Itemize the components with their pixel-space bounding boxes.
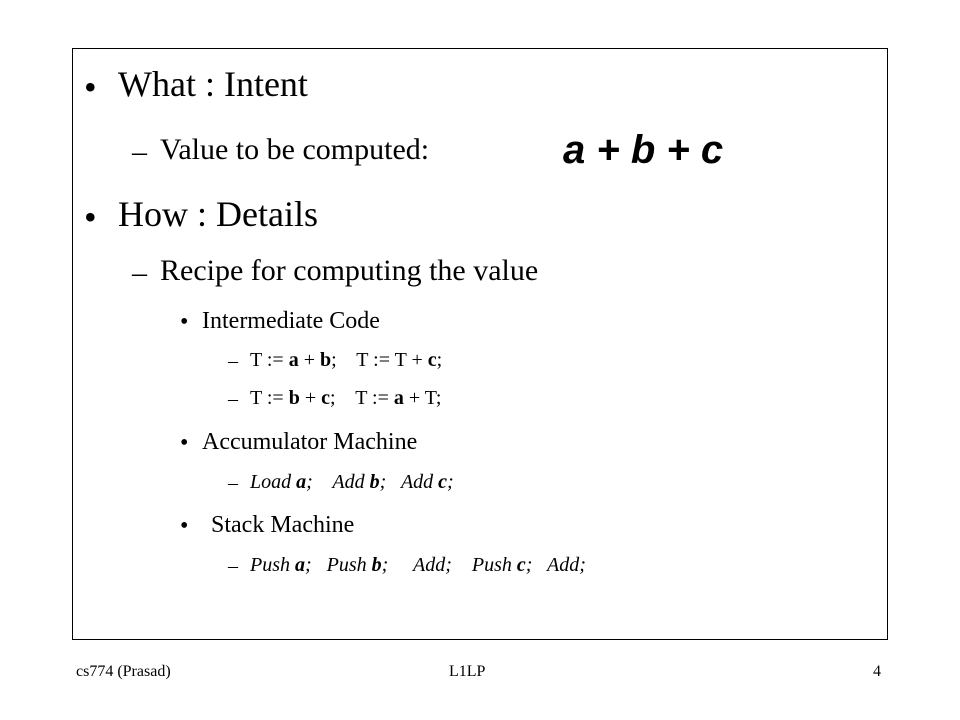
dash-marker: – bbox=[132, 256, 147, 289]
stack-code-line: Push a; Push b; Add; Push c; Add; bbox=[250, 554, 586, 576]
dash-marker: – bbox=[132, 135, 147, 168]
dash-marker: – bbox=[228, 350, 238, 372]
value-label: Value to be computed: bbox=[160, 133, 430, 166]
bullet-marker: • bbox=[84, 67, 97, 107]
accumulator-machine-label: Accumulator Machine bbox=[202, 429, 418, 455]
bullet-marker: • bbox=[180, 430, 189, 456]
dash-marker: – bbox=[228, 472, 238, 494]
bullet-marker: • bbox=[84, 197, 97, 237]
intermediate-code-line-1: T := a + b; T := T + c; bbox=[250, 349, 443, 371]
intermediate-code-label: Intermediate Code bbox=[202, 308, 380, 334]
dash-marker: – bbox=[228, 388, 238, 410]
footer-slide-title: L1LP bbox=[449, 663, 486, 680]
expression-a-b-c: a + b + c bbox=[563, 128, 724, 172]
footer-course-author: cs774 (Prasad) bbox=[76, 663, 171, 680]
dash-marker: – bbox=[228, 555, 238, 577]
recipe-text: Recipe for computing the value bbox=[160, 254, 539, 287]
heading-what-intent: What : Intent bbox=[118, 64, 308, 104]
bullet-marker: • bbox=[180, 309, 189, 335]
bullet-marker: • bbox=[180, 513, 189, 539]
accumulator-code-line: Load a; Add b; Add c; bbox=[250, 471, 454, 493]
stack-machine-label: Stack Machine bbox=[211, 512, 355, 538]
intermediate-code-line-2: T := b + c; T := a + T; bbox=[250, 387, 442, 409]
heading-how-details: How : Details bbox=[118, 194, 318, 234]
footer-page-number: 4 bbox=[873, 663, 881, 680]
